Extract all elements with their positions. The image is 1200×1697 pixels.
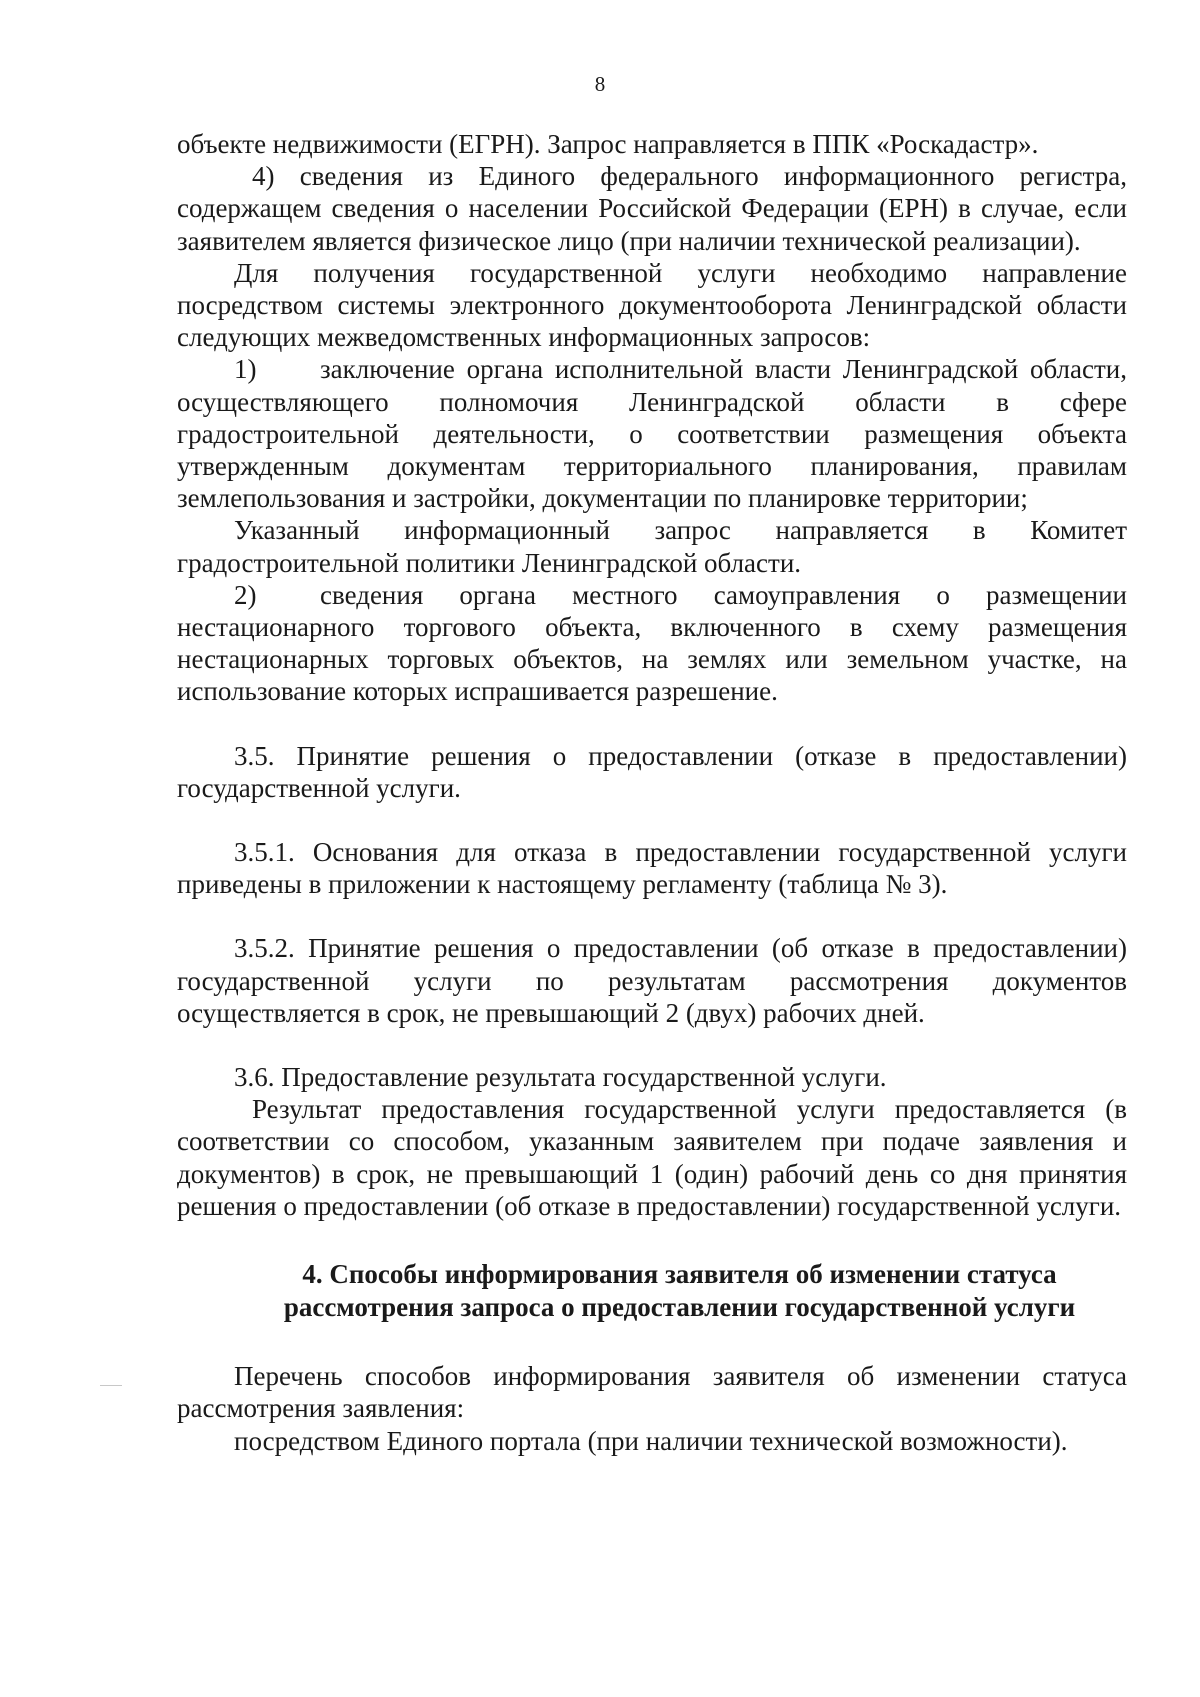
list-item-local-authority	[177, 579, 1127, 708]
paragraph-section-3-5-2: 3.5.2. Принятие решения о предоставлении (об отказе в предоставлении) государственной услуги по результатам рассмотрения документов осуществляется в срок, не превышающий 2 (двух) рабочих дней.	[177, 933, 1127, 1028]
paragraph-unified-portal: посредством Единого портала (при наличии технической возможности).	[234, 1425, 1068, 1456]
paragraph-section-3-6: 3.6. Предоставление результата государственной услуги.	[234, 1062, 887, 1093]
page-number: 8	[594, 72, 606, 96]
paragraph-ern-info: 4) сведения из Единого федерального информационного регистра, содержащем сведения о населении Российской Федерации (ЕРН) в случае, если заявителем является физическое лицо (при наличии технической реализации).	[177, 161, 1127, 256]
list-item-number: 2)	[234, 579, 257, 610]
paragraph-section-3-5-1: 3.5.1. Основания для отказа в предоставлении государственной услуги приведены в приложении к настоящему регламенту (таблица № 3).	[177, 837, 1127, 900]
list-item-number: 1)	[234, 354, 257, 385]
paragraph-interagency-requests: Для получения государственной услуги необходимо направление посредством системы электронного документооборота Ленинградской области следующих межведомственных информационных запросов:	[177, 257, 1127, 353]
list-item-conclusion	[177, 353, 1127, 514]
section-heading-line2: рассмотрения запроса о предоставлении государственной услуги	[283, 1292, 1076, 1323]
paragraph-section-3-5: 3.5. Принятие решения о предоставлении (отказе в предоставлении) государственной услуги.	[177, 740, 1127, 803]
paragraph-result-delivery: Результат предоставления государственной услуги предоставляется (в соответствии со способом, указанным заявителем при подаче заявления и документов) в срок, не превышающий 1 (один) рабочий день со дня принятия решения о предоставлении (об отказе в предоставлении) государственной услуги.	[177, 1094, 1127, 1221]
paragraph-methods-list: Перечень способов информирования заявителя об изменении статуса рассмотрения заявления:	[177, 1361, 1127, 1424]
paragraph-egrn-request: объекте недвижимости (ЕГРН). Запрос направляется в ППК «Роскадастр».	[177, 129, 1039, 159]
section-heading-line1: 4. Способы информирования заявителя об изменении статуса	[302, 1259, 1057, 1290]
list-item-text: сведения органа местного самоуправления о размещении нестационарного торгового объекта, включенного в схему размещения нестационарных торговых объектов, на землях или земельном участке, на использование которых испрашивается разрешение.	[177, 579, 1127, 707]
document-body	[177, 128, 1127, 1457]
section-heading	[177, 1258, 1127, 1324]
paragraph-committee: Указанный информационный запрос направляется в Комитет градостроительной политики Ленинградской области.	[177, 515, 1127, 578]
list-item-text: заключение органа исполнительной власти Ленинградской области, осуществляющего полномочия Ленинградской области в сфере градостроительной деятельности, о соответствии размещения объекта утвержденным документам территориального планирования, правилам землепользования и застройки, документации по планировке территории;	[177, 354, 1127, 514]
margin-mark	[100, 1385, 122, 1386]
